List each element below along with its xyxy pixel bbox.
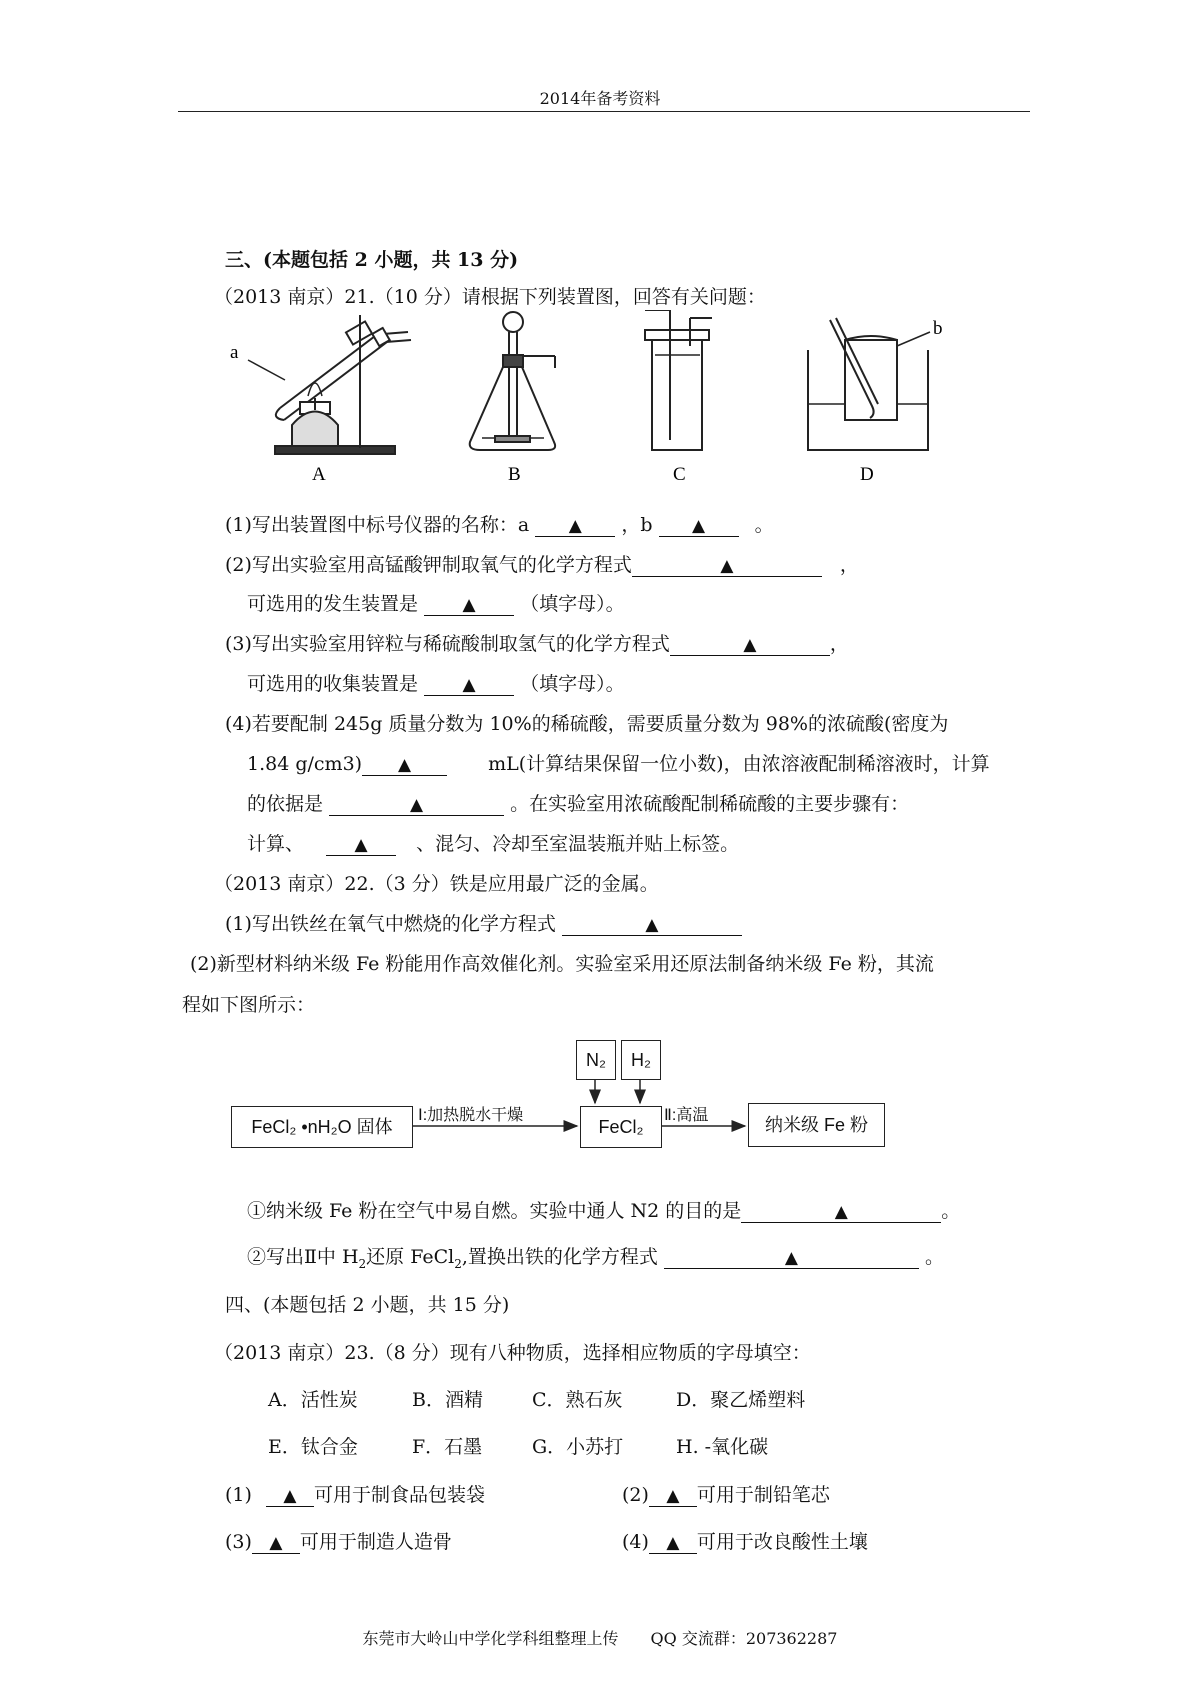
blank-h2-equation[interactable]: ▲ <box>670 634 830 656</box>
flow-end-box: 纳米级 Fe 粉 <box>748 1103 885 1147</box>
q21-3-line2: 可选用的收集装置是 ▲ （填字母）。 <box>247 673 625 695</box>
q21-2-line1: (2)写出实验室用高锰酸钾制取氧气的化学方程式 ▲ ， <box>225 554 859 576</box>
flow-feed-n2-box: N₂ <box>576 1040 616 1080</box>
q21-4-line1: (4)若要配制 245g 质量分数为 10%的稀硫酸，需要质量分数为 98%的浓硫酸(密度为 <box>225 713 949 735</box>
blank-q23-1[interactable]: ▲ <box>266 1485 314 1507</box>
label-d: D <box>860 464 874 485</box>
blank-step[interactable]: ▲ <box>326 834 396 856</box>
q21-3-line1: (3)写出实验室用锌粒与稀硫酸制取氢气的化学方程式 ▲ ， <box>225 633 849 655</box>
blank-q23-4[interactable]: ▲ <box>649 1532 697 1554</box>
label-b: B <box>508 464 521 485</box>
apparatus-figure <box>230 310 1030 485</box>
q22-2-line1: (2)新型材料纳米级 Fe 粉能用作高效催化剂。实验室采用还原法制备纳米级 Fe 粉，其流 <box>190 953 934 975</box>
q23-item-3: (3) ▲ 可用于制造人造骨 <box>225 1531 452 1553</box>
q22-2-line2: 程如下图所示： <box>182 994 316 1016</box>
option-a: A．活性炭 <box>268 1389 358 1411</box>
callout-b: b <box>933 318 943 339</box>
flow-middle-box: FeCl₂ <box>580 1106 662 1148</box>
q21-2-line2: 可选用的发生装置是 ▲ （填字母）。 <box>247 593 625 615</box>
section-3-heading: 三、(本题包括 2 小题，共 13 分) <box>225 249 519 271</box>
q23-item-4: (4) ▲ 可用于改良酸性土壤 <box>622 1531 868 1553</box>
blank-kmno4-equation[interactable]: ▲ <box>632 555 822 577</box>
option-f: F．石墨 <box>412 1436 483 1458</box>
section-4-heading: 四、(本题包括 2 小题，共 15 分) <box>225 1294 510 1316</box>
q22-2a-line: ①纳米级 Fe 粉在空气中易自燃。实验中通人 N2 的目的是 ▲ 。 <box>247 1200 961 1222</box>
q22-2b-line: ②写出Ⅱ中 $H_2$还原 FeCl$_2$,置换出铁的化学方程式 ▲ 。 <box>247 1246 945 1271</box>
q23-item-2: (2) ▲ 可用于制铅笔芯 <box>622 1484 830 1506</box>
apparatus-a <box>248 315 411 454</box>
header-rule <box>178 111 1030 112</box>
blank-calculation-basis[interactable]: ▲ <box>329 794 504 816</box>
q21-intro: （2013 南京）21.（10 分）请根据下列装置图，回答有关问题： <box>214 286 766 308</box>
option-d: D．聚乙烯塑料 <box>676 1389 806 1411</box>
q22-intro: （2013 南京）22.（3 分）铁是应用最广泛的金属。 <box>214 873 659 895</box>
q22-1-line: (1)写出铁丝在氧气中燃烧的化学方程式 ▲ <box>225 909 742 936</box>
option-e: E．钛合金 <box>268 1436 358 1458</box>
option-h: H. -氧化碳 <box>676 1436 769 1458</box>
flow-step1-label: Ⅰ:加热脱水干燥 <box>418 1107 524 1124</box>
apparatus-b <box>470 312 555 450</box>
q21-4-line3: 的依据是 ▲ 。在实验室用浓硫酸配制稀硫酸的主要步骤有： <box>247 793 910 815</box>
blank-n2-purpose[interactable]: ▲ <box>741 1201 941 1223</box>
blank-q23-2[interactable]: ▲ <box>649 1485 697 1507</box>
blank-collector-device[interactable]: ▲ <box>424 674 514 696</box>
q21-1-line: (1)写出装置图中标号仪器的名称：a ▲ ，b ▲ 。 <box>225 514 774 536</box>
option-c: C．熟石灰 <box>532 1389 623 1411</box>
blank-q23-3[interactable]: ▲ <box>252 1532 300 1554</box>
label-c: C <box>673 464 686 485</box>
blank-fe-combustion-equation[interactable]: ▲ <box>562 914 742 936</box>
blank-h2-reduction-equation[interactable]: ▲ <box>664 1247 919 1269</box>
apparatus-d <box>808 318 930 450</box>
blank-generator-device[interactable]: ▲ <box>424 594 514 616</box>
q21-4-line4: 计算、 ▲ 、混匀、冷却至室温装瓶并贴上标签。 <box>247 833 740 855</box>
blank-a[interactable]: ▲ <box>535 515 615 537</box>
apparatus-c <box>645 310 712 450</box>
label-a: A <box>312 464 326 485</box>
flow-feed-h2-box: H₂ <box>621 1040 661 1080</box>
blank-b[interactable]: ▲ <box>659 515 739 537</box>
option-g: G．小苏打 <box>532 1436 624 1458</box>
q23-intro: （2013 南京）23.（8 分）现有八种物质，选择相应物质的字母填空： <box>214 1342 811 1364</box>
page-footer: 东莞市大岭山中学化学科组整理上传 QQ 交流群：207362287 <box>362 1629 838 1648</box>
option-b: B．酒精 <box>412 1389 483 1411</box>
flow-start-box: FeCl₂ •nH₂O 固体 <box>231 1106 413 1148</box>
blank-volume[interactable]: ▲ <box>362 754 447 776</box>
callout-a: a <box>230 342 239 363</box>
q23-item-1: (1) ▲ 可用于制食品包装袋 <box>225 1484 485 1506</box>
q21-4-line2: 1.84 g/cm3) ▲ mL(计算结果保留一位小数)，由浓溶液配制稀溶液时，计算 <box>247 753 990 775</box>
page-header: 2014年备考资料 <box>539 89 661 108</box>
flow-step2-label: Ⅱ:高温 <box>664 1107 709 1124</box>
